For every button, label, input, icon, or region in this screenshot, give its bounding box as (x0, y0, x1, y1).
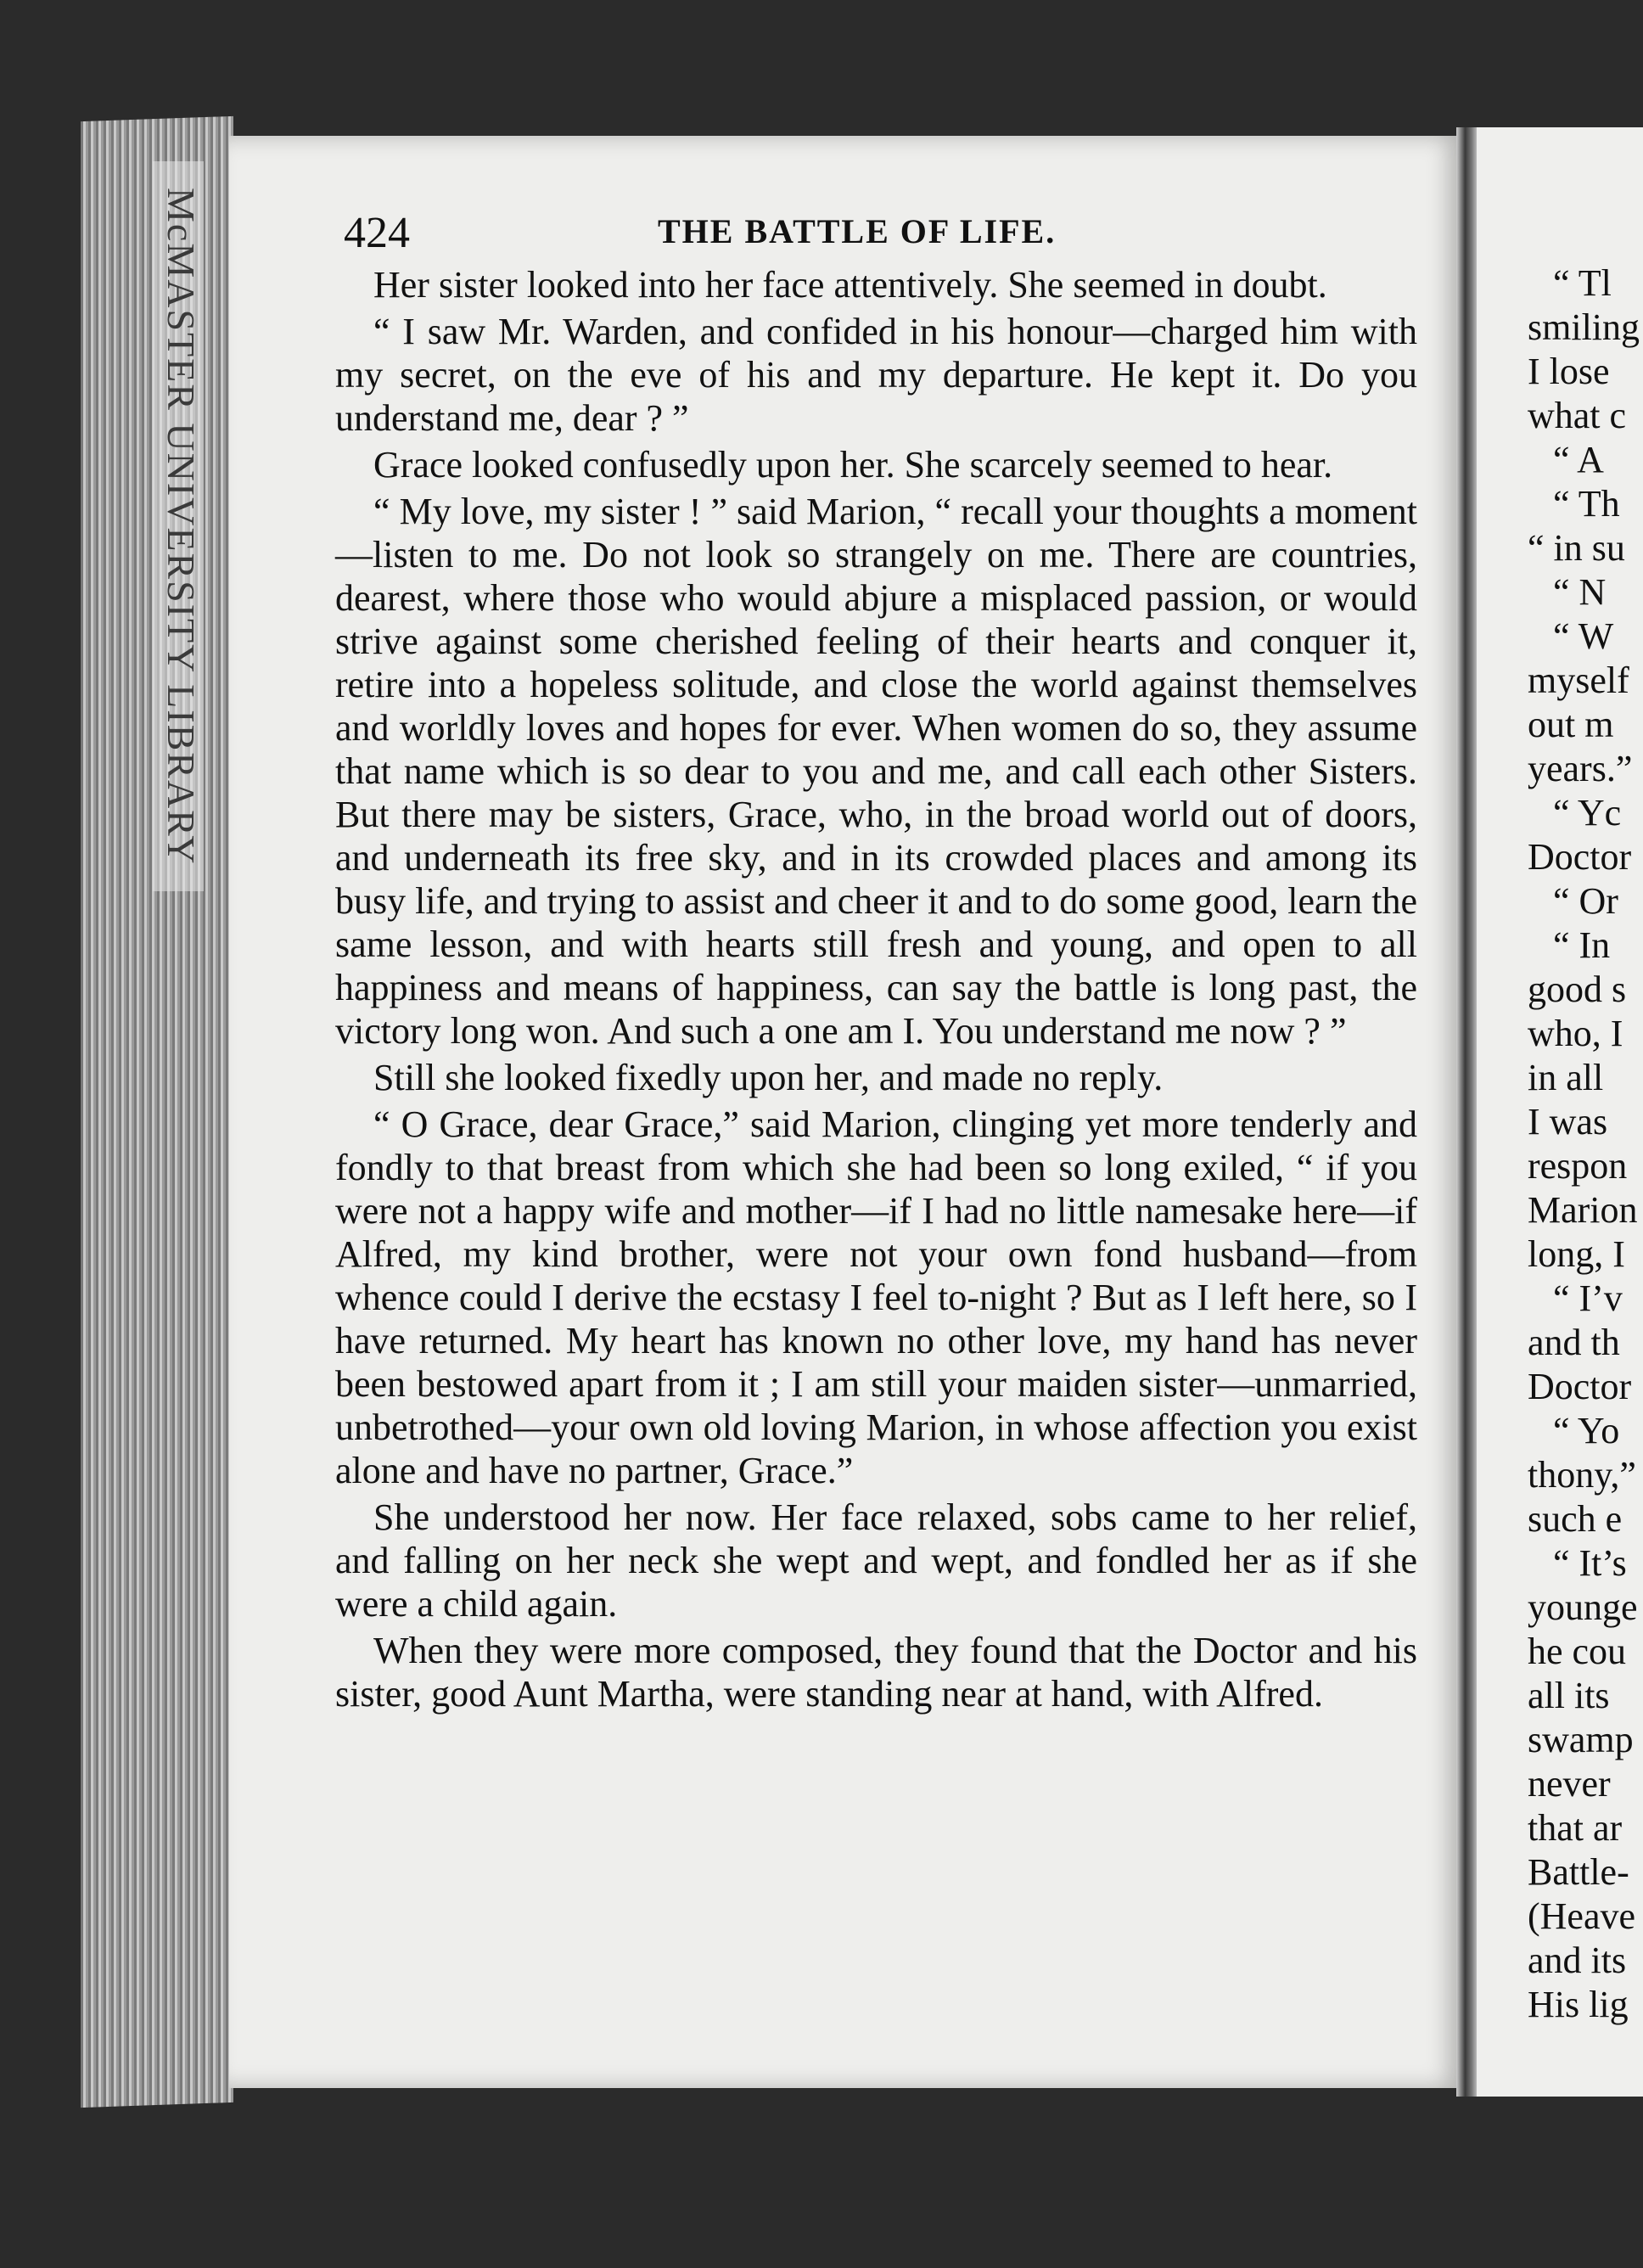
text-fragment: Battle- (1528, 1851, 1629, 1893)
text-fragment: His lig (1528, 1984, 1629, 2025)
right-page-text-fragments (1528, 261, 1643, 2027)
text-fragment: and th (1528, 1322, 1620, 1363)
text-fragment: “ Or (1553, 880, 1618, 922)
paragraph: Grace looked confusedly upon her. She scarcely seemed to hear. (373, 444, 1333, 486)
paragraph: Her sister looked into her face attentively. She seemed in doubt. (373, 264, 1327, 306)
book-gutter (1456, 127, 1478, 2097)
text-fragment: “ It’s (1553, 1542, 1627, 1584)
text-fragment: Doctor (1528, 836, 1632, 878)
text-fragment: in all (1528, 1057, 1604, 1098)
text-fragment: and its (1528, 1940, 1627, 1981)
text-fragment: that ar (1528, 1807, 1623, 1849)
running-title: THE BATTLE OF LIFE. (658, 212, 1057, 250)
text-fragment: swamp (1528, 1719, 1634, 1760)
paragraph: Still she looked fixedly upon her, and made no reply. (373, 1057, 1164, 1098)
text-fragment: good s (1528, 968, 1627, 1010)
text-fragment: smiling (1528, 306, 1640, 348)
text-fragment: such e (1528, 1498, 1623, 1540)
text-fragment: I was (1528, 1101, 1608, 1142)
text-fragment: “ I’v (1553, 1277, 1623, 1319)
body-text (335, 263, 1417, 1719)
text-fragment: “ Yc (1553, 792, 1622, 834)
paragraph: “ I saw Mr. Warden, and confided in his honour—charged him with my secret, on the eve of his and my departure. He kept it. Do you understand me, dear ? ” (335, 311, 1417, 439)
paragraph: “ My love, my sister ! ” said Marion, “ recall your thoughts a moment—listen to me. Do not look so strangely on me. There are countries, dearest, where those who would abjure a misplaced passion, or would strive against some cherished feeling of their hearts and conquer it, retire into a hopeless solitude, and close the world against themselves and worldly loves and hopes for ever. When women do so, they assume that name which is so dear to you and me, and call each other Sisters. But there may be sisters, Grace, who, in the broad world out of doors, and underneath its free sky, and in its crowded places and among its busy life, and trying to assist and cheer it and to do some good, learn the same lesson, and with hearts still fresh and young, and open to all happiness and means of happiness, can say the battle is long past, the victory long won. And such a one am I. You understand me now ? ” (335, 491, 1417, 1052)
text-fragment: thony,” (1528, 1454, 1636, 1496)
text-fragment: long, I (1528, 1233, 1625, 1275)
text-fragment: “ N (1553, 571, 1607, 613)
text-fragment: “ A (1553, 439, 1604, 480)
page-number: 424 (344, 209, 410, 257)
text-fragment: Marion (1528, 1189, 1638, 1231)
text-fragment: myself (1528, 660, 1629, 701)
text-fragment: “ Yo (1553, 1410, 1620, 1451)
text-fragment: (Heave (1528, 1895, 1636, 1937)
text-fragment: Doctor (1528, 1366, 1632, 1407)
text-fragment: out m (1528, 704, 1614, 745)
text-fragment: younge (1528, 1586, 1638, 1628)
paragraph: “ O Grace, dear Grace,” said Marion, clinging yet more tenderly and fondly to that breast from which she had been so long exiled, “ if you were not a happy wife and mother—if I had no little namesake here—if Alfred, my kind brother, were not your own fond husband—from whence could I derive the ecstasy I feel to-night ? But as I left here, so I have returned. My heart has known no other love, my hand has never been bestowed apart from it ; I am still your maiden sister—unmarried, unbetrothed—your own old loving Marion, in whose affection you exist alone and have no partner, Grace.” (335, 1103, 1417, 1491)
text-fragment: he cou (1528, 1631, 1627, 1672)
text-fragment: years.” (1528, 748, 1633, 789)
text-fragment: “ Th (1553, 483, 1620, 525)
page-header (344, 208, 1417, 257)
text-fragment: “ in su (1528, 527, 1625, 569)
paragraph: When they were more composed, they found that the Doctor and his sister, good Aunt Martha, were standing near at hand, with Alfred. (335, 1630, 1417, 1715)
text-fragment: “ Tl (1553, 262, 1612, 304)
text-fragment: respon (1528, 1145, 1628, 1187)
text-fragment: I lose (1528, 351, 1610, 392)
library-spine-label: McMASTER UNIVERSITY LIBRARY (153, 161, 204, 891)
text-fragment: what c (1528, 395, 1627, 436)
text-fragment: never (1528, 1763, 1611, 1805)
text-fragment: who, I (1528, 1013, 1623, 1054)
text-fragment: “ In (1553, 924, 1611, 966)
text-fragment: “ W (1553, 615, 1614, 657)
text-fragment: all its (1528, 1675, 1610, 1716)
paragraph: She understood her now. Her face relaxed, sobs came to her relief, and falling on her neck she wept and wept, and fondled her as if she were a child again. (335, 1496, 1417, 1625)
